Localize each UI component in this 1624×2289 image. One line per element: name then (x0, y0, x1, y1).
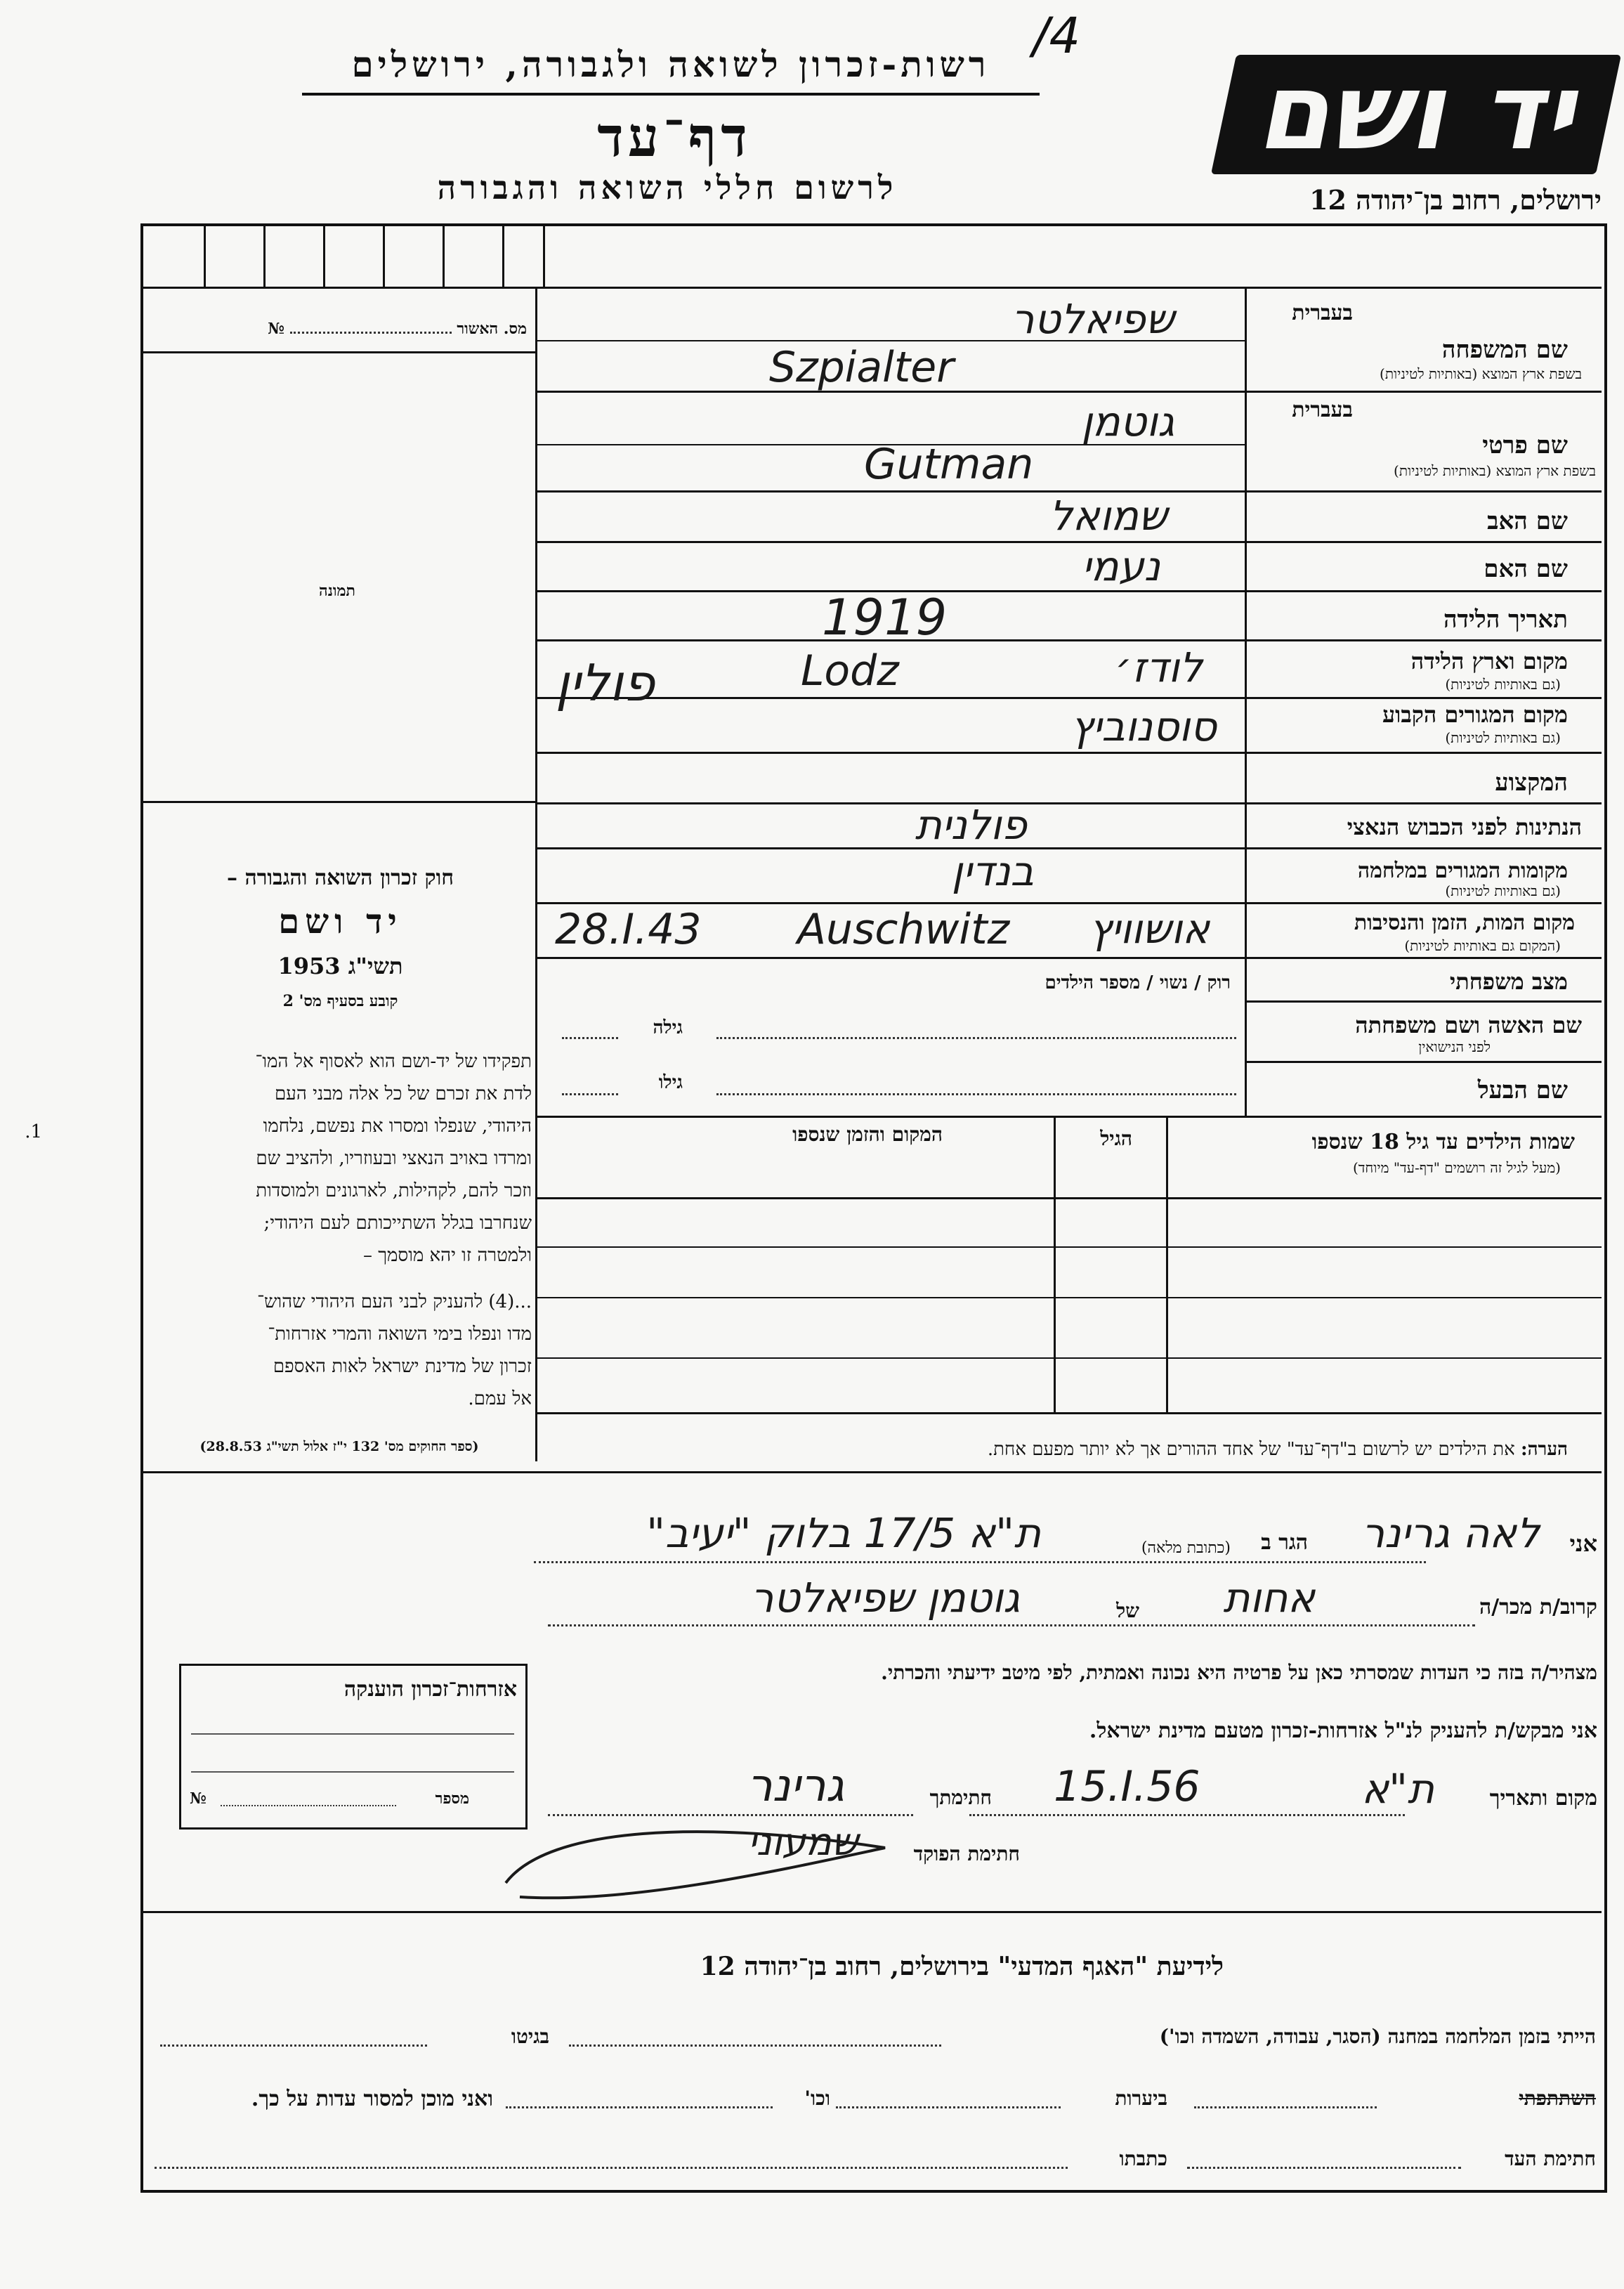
profession-label: המקצוע (1495, 769, 1568, 797)
declaration-i-label: אני (1569, 1530, 1597, 1557)
field-rule (537, 541, 1602, 543)
law-text (149, 1045, 532, 1415)
law-line: זכרון של מדינת ישראל לאות האספם (273, 1356, 532, 1377)
law-clause: קובע בסעיף מס' 2 (282, 992, 398, 1010)
citizenship-box-title: אזרחות־זכרון הוענקה (343, 1677, 517, 1702)
father-label: שם האב (1487, 507, 1568, 535)
firstname-hebrew-label: בעברית (1292, 398, 1353, 422)
citizenship-number-no: № (190, 1789, 207, 1808)
husband-age-field[interactable] (562, 1093, 618, 1095)
citizenship-box-line (191, 1733, 514, 1735)
children-col-age: הגיל (1100, 1127, 1132, 1150)
field-rule (537, 590, 1602, 592)
wife-sub: לפני הנישואין (1418, 1038, 1491, 1055)
death-date[interactable]: 28.I.43 (555, 905, 702, 954)
signature-flourish (492, 1799, 927, 1911)
death-label: מקום המות, הזמן והנסיבות (1354, 911, 1575, 935)
relative-label: קרוב/ת מכר/ה (1479, 1595, 1597, 1619)
death-place-hebrew[interactable]: אושוויץ (1089, 905, 1210, 953)
witness-name[interactable]: לאה גרינר (1361, 1509, 1540, 1557)
witness-address-label: כתבתו (1119, 2147, 1167, 2170)
wartime-sub: (גם באותיות לטיניות) (1445, 882, 1561, 899)
strip-divider (323, 226, 325, 287)
of-label: של (1116, 1599, 1139, 1622)
testimony-text: ואני מוכן למסור עדות על כך. (251, 2087, 493, 2111)
note-text: את הילדים יש לרשום ב"דף־עד" של אחד ההורים אך לא יותר מפעם אחת. (987, 1439, 1515, 1460)
law-line: ולמטרה זו יהא מוסמך – (362, 1245, 532, 1266)
wife-age-field[interactable] (562, 1037, 618, 1039)
citizenship-number-field[interactable] (221, 1805, 396, 1806)
strip-divider (383, 226, 385, 287)
resides-label: הגר ב (1261, 1530, 1308, 1555)
birth-place-latin[interactable]: Lodz (801, 646, 899, 696)
surname-label: שם המשפחה (1441, 336, 1568, 364)
law-line: מדו ונפלו בימי השואה והמרי אזרחות־ (268, 1324, 532, 1345)
field-rule (537, 902, 1602, 904)
photo-label: תמונה (319, 582, 355, 600)
institution-underline (302, 93, 1040, 96)
witness-sig-label: חתימת העד (1505, 2147, 1596, 2170)
table-row-rule (537, 1197, 1602, 1199)
form-subtitle: לרשום חללי השואה והגבורה (437, 169, 898, 207)
declare-text: מצהיר/ה בזה כי העדות שמסרתי כאן על פרטיה היא נכונה ואמתית, לפי מיטב ידיעתי והכרתי. (881, 1661, 1597, 1684)
children-col-sub: (מעל לגיל זה רושמים "דף-עד" מיוחד) (1353, 1159, 1561, 1176)
forest-label: ביערות (1115, 2087, 1167, 2110)
ghetto-field[interactable] (160, 2045, 427, 2047)
approval-label: מס. האשור (457, 320, 527, 338)
table-row-rule (537, 1297, 1602, 1298)
forest-field[interactable] (836, 2106, 1061, 2108)
field-rule (537, 1116, 1602, 1118)
surname-sub: בשפת ארץ המוצא (באותיות לטיניות) (1380, 365, 1582, 382)
wife-age-label: גילה (653, 1017, 683, 1038)
residence-value[interactable]: סוסנוביץ (1070, 703, 1217, 750)
field-rule (537, 639, 1602, 641)
note-row (988, 1439, 1568, 1460)
surname-hebrew-value[interactable]: שפיאלטר (1011, 295, 1174, 343)
officer-label: חתימת הפוקד (913, 1842, 1020, 1865)
table-col-divider (1166, 1118, 1168, 1413)
approval-number: № (268, 320, 284, 338)
top-strip-bottom (143, 287, 1602, 289)
birth-country[interactable]: פולין (555, 653, 655, 712)
camp-line-start: הייתי בזמן המלחמה במחנה (הסגר, עבודה, השמדה וכו') (1159, 2025, 1596, 2048)
birth-place-hebrew[interactable]: לודז׳ (1115, 644, 1203, 691)
mother-label: שם האם (1484, 555, 1568, 583)
wartime-label: מקומות המגורים במלחמה (1357, 859, 1568, 883)
marital-options[interactable]: רוק / נשוי / מספר הילדים (1045, 972, 1231, 993)
citizenship-box-line (191, 1771, 514, 1773)
table-row-rule (537, 1357, 1602, 1359)
witness-address[interactable]: ת"א 17/5 בלוק "יעיב" (646, 1509, 1041, 1557)
birth-place-label: מקום וארץ הלידה (1410, 648, 1568, 674)
strip-divider (543, 226, 545, 287)
note-label: הערה: (1521, 1439, 1568, 1460)
officer-signature[interactable]: שמעוני (747, 1820, 858, 1864)
mother-value[interactable]: נעמי (1082, 542, 1160, 590)
firstname-latin-value[interactable]: Gutman (864, 440, 1034, 489)
note-bottom-rule (143, 1471, 1602, 1473)
law-line: היהודי, שנפלו ומסרו את נפשם, נלחמו (263, 1116, 532, 1137)
surname-latin-value[interactable]: Szpialter (769, 343, 954, 392)
strip-divider (443, 226, 445, 287)
husband-age-label: גילו (658, 1072, 683, 1093)
law-line: שנחרבו בגלל השתייכותם לעם היהודי; (263, 1213, 532, 1234)
law-name: יד ושם (278, 902, 402, 941)
address-line: ירושלים, רחוב בן־יהודה 12 (1309, 184, 1602, 216)
field-rule (537, 752, 1602, 754)
date-value[interactable]: 15.I.56 (1054, 1762, 1200, 1811)
father-value[interactable]: שמואל (1049, 492, 1167, 540)
institution-name: רשות-זכרון לשואה ולגבורה, ירושלים (351, 44, 990, 85)
date-field-line[interactable] (969, 1814, 1405, 1816)
field-rule (537, 802, 1602, 804)
signature-label: חתימתך (929, 1786, 992, 1809)
law-title: חוק זכרון השואה והגבורה – (227, 866, 454, 890)
field-rule (1245, 1000, 1602, 1003)
label-column-divider (1245, 287, 1247, 1116)
strip-divider (502, 226, 504, 287)
etc-label: וכו' (804, 2087, 830, 2110)
corner-number: /4 (1033, 7, 1081, 65)
table-row-rule (537, 1412, 1602, 1414)
field-rule (537, 847, 1602, 849)
law-year: תשי"ג 1953 (277, 953, 403, 979)
request-text: אני מבקש/ת להעניק לנ"ל אזרחות-זכרון מטעם מדינת ישראל. (1089, 1719, 1597, 1743)
law-line: ...(4) להעניק לבני העם היהודי שהוש־ (257, 1291, 532, 1312)
participated-label: השתתפתי (1519, 2087, 1596, 2110)
table-row-rule (537, 1246, 1602, 1248)
law-line: תפקידו של יד-ושם הוא לאסוף אל המו־ (255, 1051, 532, 1072)
participated-field[interactable] (1194, 2106, 1377, 2108)
birth-date-label: תאריך הלידה (1443, 606, 1568, 634)
law-line: ומרדו באויב הנאצי ובעוזריו, ולהציב שם (256, 1148, 532, 1169)
ghetto-label: בגיטו (511, 2025, 549, 2048)
law-line: וזכר להם, לקהילות, לארגונים ולמוסדות (256, 1180, 532, 1201)
field-rule (537, 697, 1602, 699)
witness-address-field[interactable] (155, 2167, 1068, 2169)
firstname-label: שם פרטי (1482, 431, 1568, 459)
residence-sub: (גם באותיות לטיניות) (1445, 729, 1561, 746)
relation-of-value[interactable]: גוטמן שפיאלטר (750, 1574, 1020, 1622)
residence-label: מקום המגורים הקבוע (1382, 701, 1568, 728)
citizenship-number-label: מספר (435, 1789, 469, 1808)
citizenship-box (179, 1664, 528, 1830)
birth-date-value[interactable]: 1919 (822, 589, 948, 646)
form-title: דף־עד (597, 105, 752, 169)
children-col-name: שמות הילדים עד גיל 18 שנספו (1311, 1130, 1575, 1154)
etc-field[interactable] (506, 2106, 773, 2108)
field-rule (537, 957, 1602, 959)
yad-vashem-logo: יד ושם (1256, 51, 1575, 174)
law-line: אל עמם. (468, 1388, 532, 1409)
husband-label: שם הבעל (1477, 1076, 1568, 1104)
table-col-divider (1054, 1118, 1056, 1413)
law-reference: (ספר החוקים מס' 132 י"ז אלול תשי"ג 28.8.53) (199, 1439, 479, 1454)
field-rule (1245, 1061, 1602, 1063)
field-rule (537, 391, 1602, 393)
surname-hebrew-label: בעברית (1292, 301, 1353, 325)
relation-value[interactable]: אחות (1223, 1574, 1315, 1622)
photo-box-bottom (143, 801, 535, 803)
marital-label: מצב משפחתי (1449, 968, 1568, 995)
approval-row (155, 320, 527, 338)
bottom-section-rule (143, 1911, 1602, 1913)
address-sub: (כתובת מלאה) (1141, 1539, 1231, 1557)
wife-label: שם האשה ושם משפחתה (1355, 1012, 1582, 1038)
citizenship-value[interactable]: פולנית (915, 801, 1027, 849)
husband-name-field[interactable] (716, 1093, 1236, 1095)
strip-divider (263, 226, 266, 287)
strip-divider (204, 226, 206, 287)
death-place-latin[interactable]: Auschwitz (797, 905, 1010, 954)
left-panel-divider (535, 287, 537, 1461)
death-sub: (המקום גם באותיות לטיניות) (1404, 937, 1561, 954)
relation-field-line[interactable] (548, 1624, 1475, 1626)
birth-place-sub: (גם באותיות לטיניות) (1445, 676, 1561, 693)
place-date-label: מקום ותאריך (1489, 1786, 1597, 1811)
firstname-sub: בשפת ארץ המוצא (באותיות לטיניות) (1394, 462, 1596, 479)
citizenship-label: הנתינות לפני הכבוש הנאצי (1347, 814, 1582, 840)
approval-row-line (143, 351, 535, 353)
law-line: לדת את זכרם של כל אלה מבני העם (274, 1083, 532, 1104)
camp-field[interactable] (569, 2045, 941, 2047)
witness-signature[interactable]: גרינר (747, 1760, 844, 1812)
wartime-value[interactable]: בנדין (951, 847, 1034, 895)
place-value[interactable]: ת"א (1361, 1765, 1434, 1813)
address-field-line[interactable] (534, 1561, 1426, 1563)
wife-name-field[interactable] (716, 1037, 1236, 1039)
children-row-number: 1. (25, 1121, 42, 1142)
firstname-hebrew-value[interactable]: גוטמן (1081, 398, 1174, 445)
bottom-title: לידיעת "האגף המדעי" בירושלים, רחוב בן־יהודה 12 (700, 1952, 1224, 1981)
witness-sig-field[interactable] (1187, 2167, 1461, 2169)
children-col-place: המקום והזמן שנספו (792, 1123, 943, 1146)
approval-field[interactable] (290, 332, 452, 334)
